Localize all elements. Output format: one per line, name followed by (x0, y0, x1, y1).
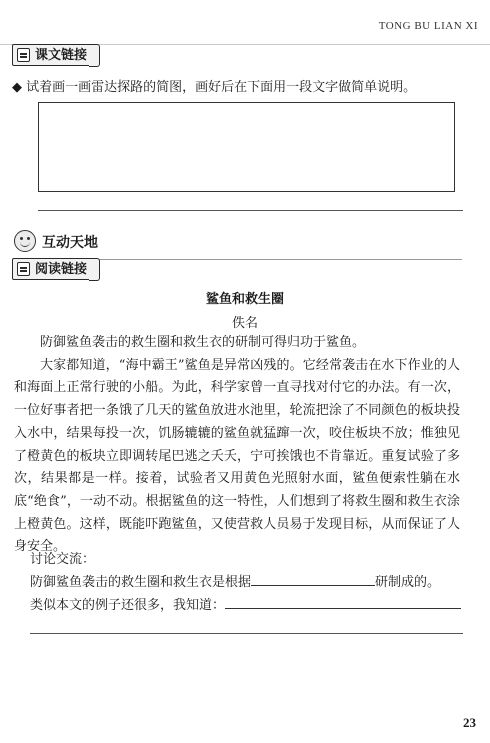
article-author: 佚名 (231, 316, 258, 331)
question-2-text: 类似本文的例子还很多，我知道： (30, 598, 226, 613)
answer-line-2[interactable] (30, 633, 463, 634)
page-number: 23 (463, 715, 476, 730)
lesson-link-tag (12, 44, 92, 66)
tag-fold-decoration (89, 258, 100, 281)
smiley-icon (14, 230, 36, 252)
task-bullet-icon: ◆ (12, 80, 22, 95)
smiley-mouth (20, 240, 30, 247)
tag-marker-icon (17, 48, 30, 62)
series-header: TONG BU LIAN XI (378, 20, 478, 32)
answer-line-1[interactable] (38, 210, 463, 211)
reading-link-label: 阅读链接 (35, 262, 88, 277)
question-1-after: 研制成的。 (375, 575, 441, 590)
reading-link-tag (12, 258, 92, 280)
article-body (14, 332, 460, 559)
question-1-blank[interactable] (251, 571, 375, 586)
section-title: 互动天地 (42, 235, 98, 251)
tag-marker-icon (17, 262, 30, 276)
drawing-area[interactable] (38, 102, 455, 192)
question-1 (30, 571, 440, 590)
article-paragraph: 大家都知道，“海中霸王”鲨鱼是异常凶残的。它经常袭击在水下作业的人和海面上正常行驶的小船。为此，科学家曾一直寻找对付它的办法。有一次，一位好事者把一条饿了几天的鲨鱼放进水池里，轮流把涂了不同颜色的板块投入水中，结果每投一次，饥肠辘辘的鲨鱼就猛蹿一次，咬住板块不放；惟独见了橙黄色的板块立即调转尾巴逃之夭夭，宁可挨饿也不肯靠近。重复试验了多次，结果都是一样。接着，试验者又用黄色光照射水面，鲨鱼便索性躺在水底“绝食”，一动不动。根据鲨鱼的这一特性，人们想到了将救生圈和救生衣涂上橙黄色。这样，既能吓跑鲨鱼，又使营救人员易于发现目标，从而保证了人身安全。 (14, 357, 460, 555)
section-title-rule (72, 259, 462, 260)
task-text: 试着画一画雷达探路的简图，画好后在下面用一段文字做简单说明。 (26, 80, 417, 95)
article-title: 鲨鱼和救生圈 (205, 292, 284, 307)
tag-fold-decoration (89, 44, 100, 67)
question-2-blank[interactable] (225, 594, 461, 609)
question-1-before: 防御鲨鱼袭击的救生圈和救生衣是根据 (30, 575, 252, 590)
drawing-task (12, 76, 416, 95)
question-2 (30, 594, 461, 613)
lesson-link-label: 课文链接 (35, 48, 88, 63)
discussion-label: 讨论交流： (30, 552, 96, 567)
article-paragraph: 防御鲨鱼袭击的救生圈和救生衣的研制可得归功于鲨鱼。 (40, 335, 366, 350)
